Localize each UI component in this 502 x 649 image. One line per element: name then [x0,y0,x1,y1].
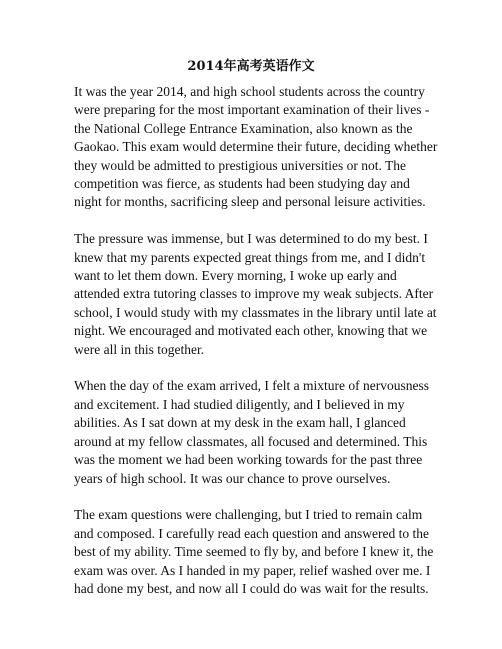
paragraph-4: The exam questions were challenging, but I tried to remain calm and composed. I carefully read each question and answered to the best of my ability. Time seemed to fly by, and before I knew it, the exam was over. As I handed in my paper, relief washed over me. I had done my best, and now all I could do was wait for the results. [74,507,434,596]
paragraph-1: It was the year 2014, and high school students across the country were preparing for the most important examination of their lives - the National College Entrance Examination, also known as the Gaokao. This exam would determine their future, deciding whether they would be admitted to prestigious universities or not. The competition was fierce, as students had been studying day and night for months, sacrificing sleep and personal leisure activities. [74,84,438,210]
paragraph-3: When the day of the exam arrived, I felt a mixture of nervousness and excitement. I had studied diligently, and I believed in my abilities. As I sat down at my desk in the exam hall, I glanced around at my fellow classmates, all focused and determined. This was the moment we had been working towards for the past three years of high school. It was our chance to prove ourselves. [74,378,429,486]
document-title: 2014年高考英语作文 [187,59,315,74]
paragraph-2: The pressure was immense, but I was determined to do my best. I knew that my parents expected great things from me, and I didn't want to let them down. Every morning, I woke up early and attended extra tutoring classes to improve my weak subjects. After school, I would study with my classmates in the library until late at night. We encouraged and motivated each other, knowing that we were all in this together. [74,231,437,357]
document-body [74,83,438,617]
